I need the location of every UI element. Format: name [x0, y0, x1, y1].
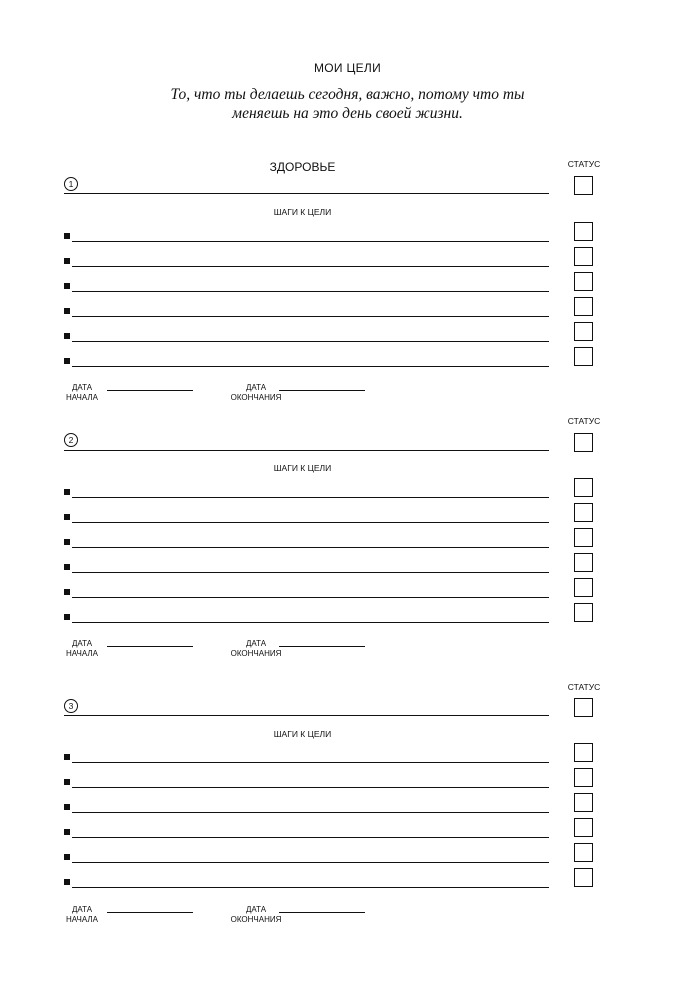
- step-status-checkbox[interactable]: [574, 843, 593, 862]
- step-input-line[interactable]: [72, 572, 549, 573]
- step-input-line[interactable]: [72, 241, 549, 242]
- steps-label: ШАГИ К ЦЕЛИ: [273, 463, 332, 473]
- step-status-checkbox[interactable]: [574, 247, 593, 266]
- steps-label: ШАГИ К ЦЕЛИ: [273, 207, 332, 217]
- start-date-label: ДАТА НАЧАЛА: [66, 905, 98, 924]
- step-bullet: [64, 854, 70, 860]
- step-bullet: [64, 614, 70, 620]
- goal-input-line[interactable]: [64, 450, 549, 451]
- step-status-checkbox[interactable]: [574, 272, 593, 291]
- step-input-line[interactable]: [72, 862, 549, 863]
- start-date-label: ДАТА НАЧАЛА: [66, 639, 98, 658]
- step-bullet: [64, 233, 70, 239]
- quote-line-1: То, что ты делаешь сегодня, важно, потому что ты: [170, 86, 525, 103]
- step-status-checkbox[interactable]: [574, 297, 593, 316]
- step-input-line[interactable]: [72, 497, 549, 498]
- quote-line-2: меняешь на это день своей жизни.: [232, 105, 463, 122]
- step-input-line[interactable]: [72, 266, 549, 267]
- step-bullet: [64, 564, 70, 570]
- goal-input-line[interactable]: [64, 193, 549, 194]
- step-input-line[interactable]: [72, 547, 549, 548]
- goal-input-line[interactable]: [64, 715, 549, 716]
- step-status-checkbox[interactable]: [574, 603, 593, 622]
- goal-number-badge: 1: [64, 177, 78, 191]
- end-date-label: ДАТА ОКОНЧАНИЯ: [230, 639, 282, 658]
- step-bullet: [64, 539, 70, 545]
- step-status-checkbox[interactable]: [574, 793, 593, 812]
- start-date-input-line[interactable]: [107, 390, 193, 391]
- step-bullet: [64, 779, 70, 785]
- step-status-checkbox[interactable]: [574, 222, 593, 241]
- goal-number-badge: 2: [64, 433, 78, 447]
- page-title: МОИ ЦЕЛИ: [313, 61, 382, 75]
- step-input-line[interactable]: [72, 366, 549, 367]
- step-bullet: [64, 308, 70, 314]
- step-status-checkbox[interactable]: [574, 768, 593, 787]
- goal-status-checkbox[interactable]: [574, 698, 593, 717]
- step-input-line[interactable]: [72, 887, 549, 888]
- step-status-checkbox[interactable]: [574, 578, 593, 597]
- step-bullet: [64, 754, 70, 760]
- step-bullet: [64, 589, 70, 595]
- step-status-checkbox[interactable]: [574, 478, 593, 497]
- step-bullet: [64, 514, 70, 520]
- step-status-checkbox[interactable]: [574, 818, 593, 837]
- start-date-label: ДАТА НАЧАЛА: [66, 383, 98, 402]
- step-input-line[interactable]: [72, 812, 549, 813]
- step-input-line[interactable]: [72, 597, 549, 598]
- step-input-line[interactable]: [72, 291, 549, 292]
- end-date-input-line[interactable]: [279, 390, 365, 391]
- end-date-label: ДАТА ОКОНЧАНИЯ: [230, 383, 282, 402]
- step-bullet: [64, 804, 70, 810]
- step-status-checkbox[interactable]: [574, 347, 593, 366]
- step-bullet: [64, 829, 70, 835]
- step-status-checkbox[interactable]: [574, 553, 593, 572]
- step-bullet: [64, 258, 70, 264]
- end-date-input-line[interactable]: [279, 646, 365, 647]
- status-label: СТАТУС: [567, 682, 601, 692]
- step-status-checkbox[interactable]: [574, 322, 593, 341]
- step-bullet: [64, 489, 70, 495]
- step-status-checkbox[interactable]: [574, 743, 593, 762]
- step-input-line[interactable]: [72, 622, 549, 623]
- goal-number-badge: 3: [64, 699, 78, 713]
- motivational-quote: [120, 85, 575, 123]
- step-bullet: [64, 358, 70, 364]
- steps-label: ШАГИ К ЦЕЛИ: [273, 729, 332, 739]
- step-input-line[interactable]: [72, 787, 549, 788]
- step-status-checkbox[interactable]: [574, 503, 593, 522]
- step-input-line[interactable]: [72, 316, 549, 317]
- step-status-checkbox[interactable]: [574, 528, 593, 547]
- step-bullet: [64, 283, 70, 289]
- goal-status-checkbox[interactable]: [574, 433, 593, 452]
- step-input-line[interactable]: [72, 522, 549, 523]
- step-bullet: [64, 879, 70, 885]
- step-input-line[interactable]: [72, 341, 549, 342]
- status-label: СТАТУС: [567, 159, 601, 169]
- step-input-line[interactable]: [72, 762, 549, 763]
- step-bullet: [64, 333, 70, 339]
- goal-status-checkbox[interactable]: [574, 176, 593, 195]
- end-date-label: ДАТА ОКОНЧАНИЯ: [230, 905, 282, 924]
- start-date-input-line[interactable]: [107, 912, 193, 913]
- start-date-input-line[interactable]: [107, 646, 193, 647]
- step-input-line[interactable]: [72, 837, 549, 838]
- status-label: СТАТУС: [567, 416, 601, 426]
- step-status-checkbox[interactable]: [574, 868, 593, 887]
- category-title: ЗДОРОВЬЕ: [269, 160, 336, 174]
- end-date-input-line[interactable]: [279, 912, 365, 913]
